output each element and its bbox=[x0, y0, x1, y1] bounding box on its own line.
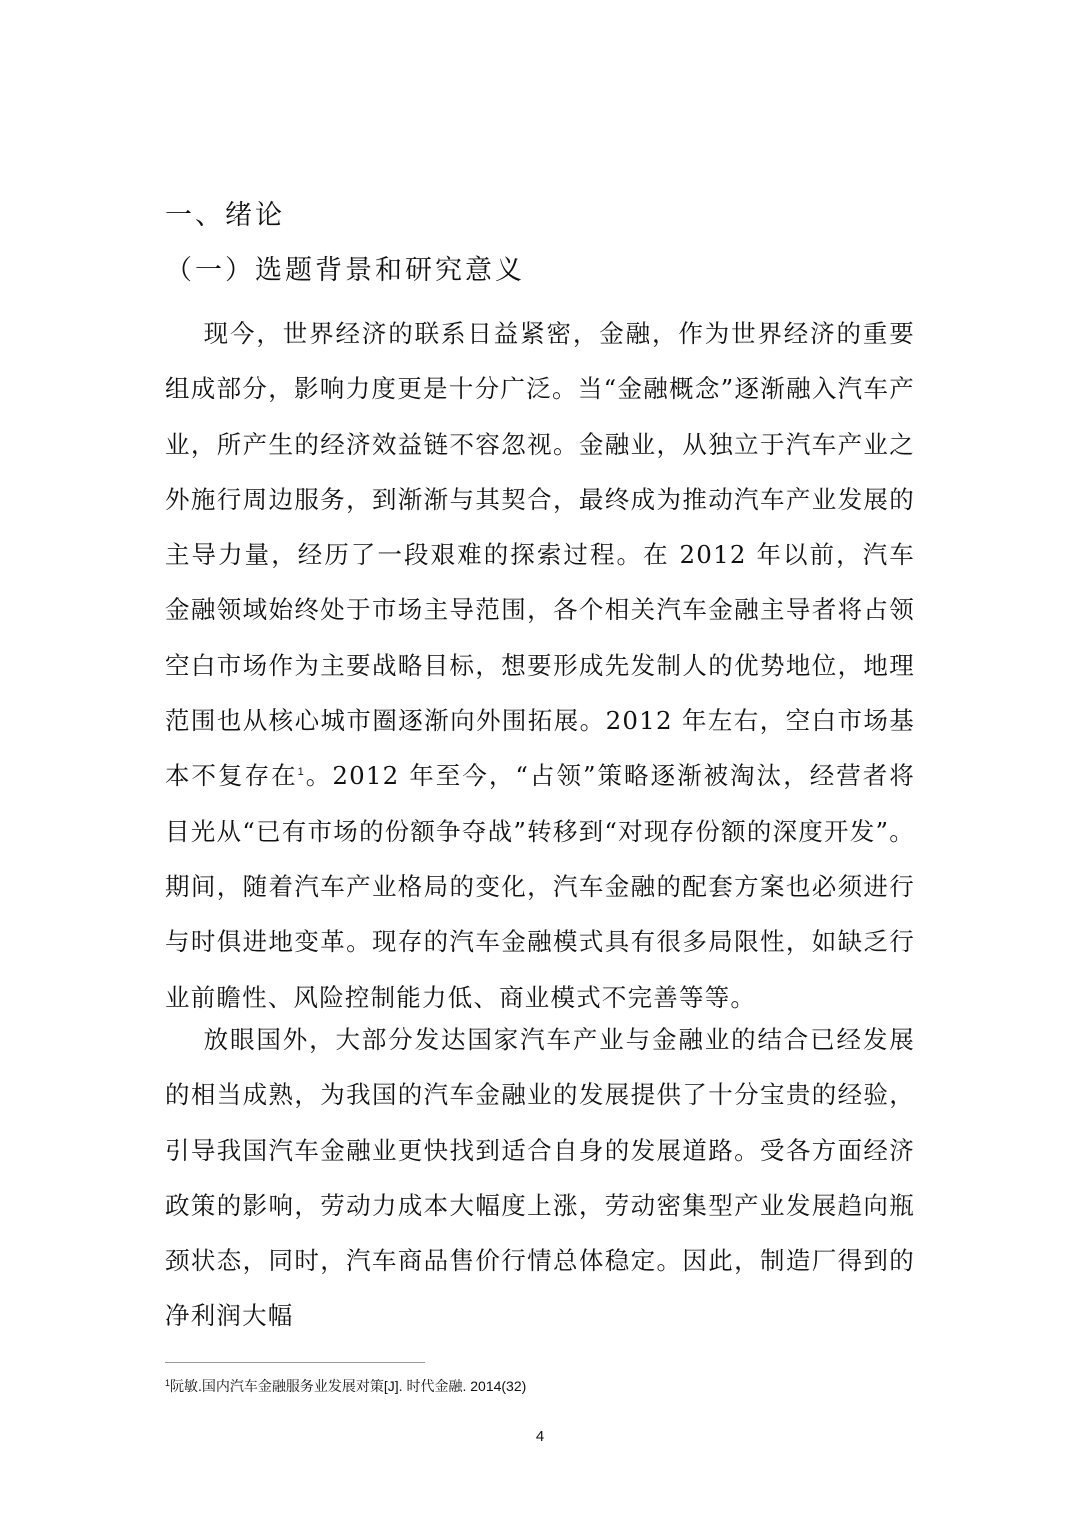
paragraph-2-text: 放眼国外，大部分发达国家汽车产业与金融业的结合已经发展的相当成熟，为我国的汽车金融业的发展提供了十分宝贵的经验，引导我国汽车金融业更快找到适合自身的发展道路。受各方面经济政策的影响，劳动力成本大幅度上涨，劳动密集型产业发展趋向瓶颈状态，同时，汽车商品售价行情总体稳定。因此，制造厂得到的净利润大幅 bbox=[165, 1025, 915, 1331]
section-heading: 一、绪论 bbox=[165, 200, 285, 231]
footnote-separator bbox=[165, 1362, 425, 1363]
paragraph-1-text-part-a: 现今，世界经济的联系日益紧密，金融，作为世界经济的重要组成部分，影响力度更是十分广泛。当“金融概念”逐渐融入汽车产业，所产生的经济效益链不容忽视。金融业，从独立于汽车产业之外施行周边服务，到渐渐与其契合，最终成为推动汽车产业发展的主导力量，经历了一段艰难的探索过程。在 2012 年以前，汽车金融领域始终处于市场主导范围，各个相关汽车金融主导者将占领空白市场作为主要战略目标，想要形成先发制人的优势地位，地理范围也从核心城市圈逐渐向外围拓展。2012 年左右，空白市场基本不复存在 bbox=[165, 319, 915, 791]
footnote-reference[interactable]: 1 bbox=[297, 766, 305, 779]
footnote bbox=[165, 1376, 526, 1396]
subsection-heading: （一）选题背景和研究意义 bbox=[165, 255, 525, 286]
footnote-text: 阮敏.国内汽车金融服务业发展对策[J]. 时代金融. 2014(32) bbox=[170, 1378, 527, 1394]
body-paragraph-2 bbox=[165, 1012, 915, 1344]
page-number: 4 bbox=[535, 1428, 545, 1445]
footnote-marker: 1 bbox=[165, 1378, 171, 1388]
body-paragraph-1 bbox=[165, 306, 915, 1025]
paragraph-1-text-part-b: 。2012 年至今，“占领”策略逐渐被淘汰，经营者将目光从“已有市场的份额争夺战”转移到“对现存份额的深度开发”。期间，随着汽车产业格局的变化，汽车金融的配套方案也必须进行与时俱进地变革。现存的汽车金融模式具有很多局限性，如缺乏行业前瞻性、风险控制能力低、商业模式不完善等等。 bbox=[165, 761, 916, 1012]
